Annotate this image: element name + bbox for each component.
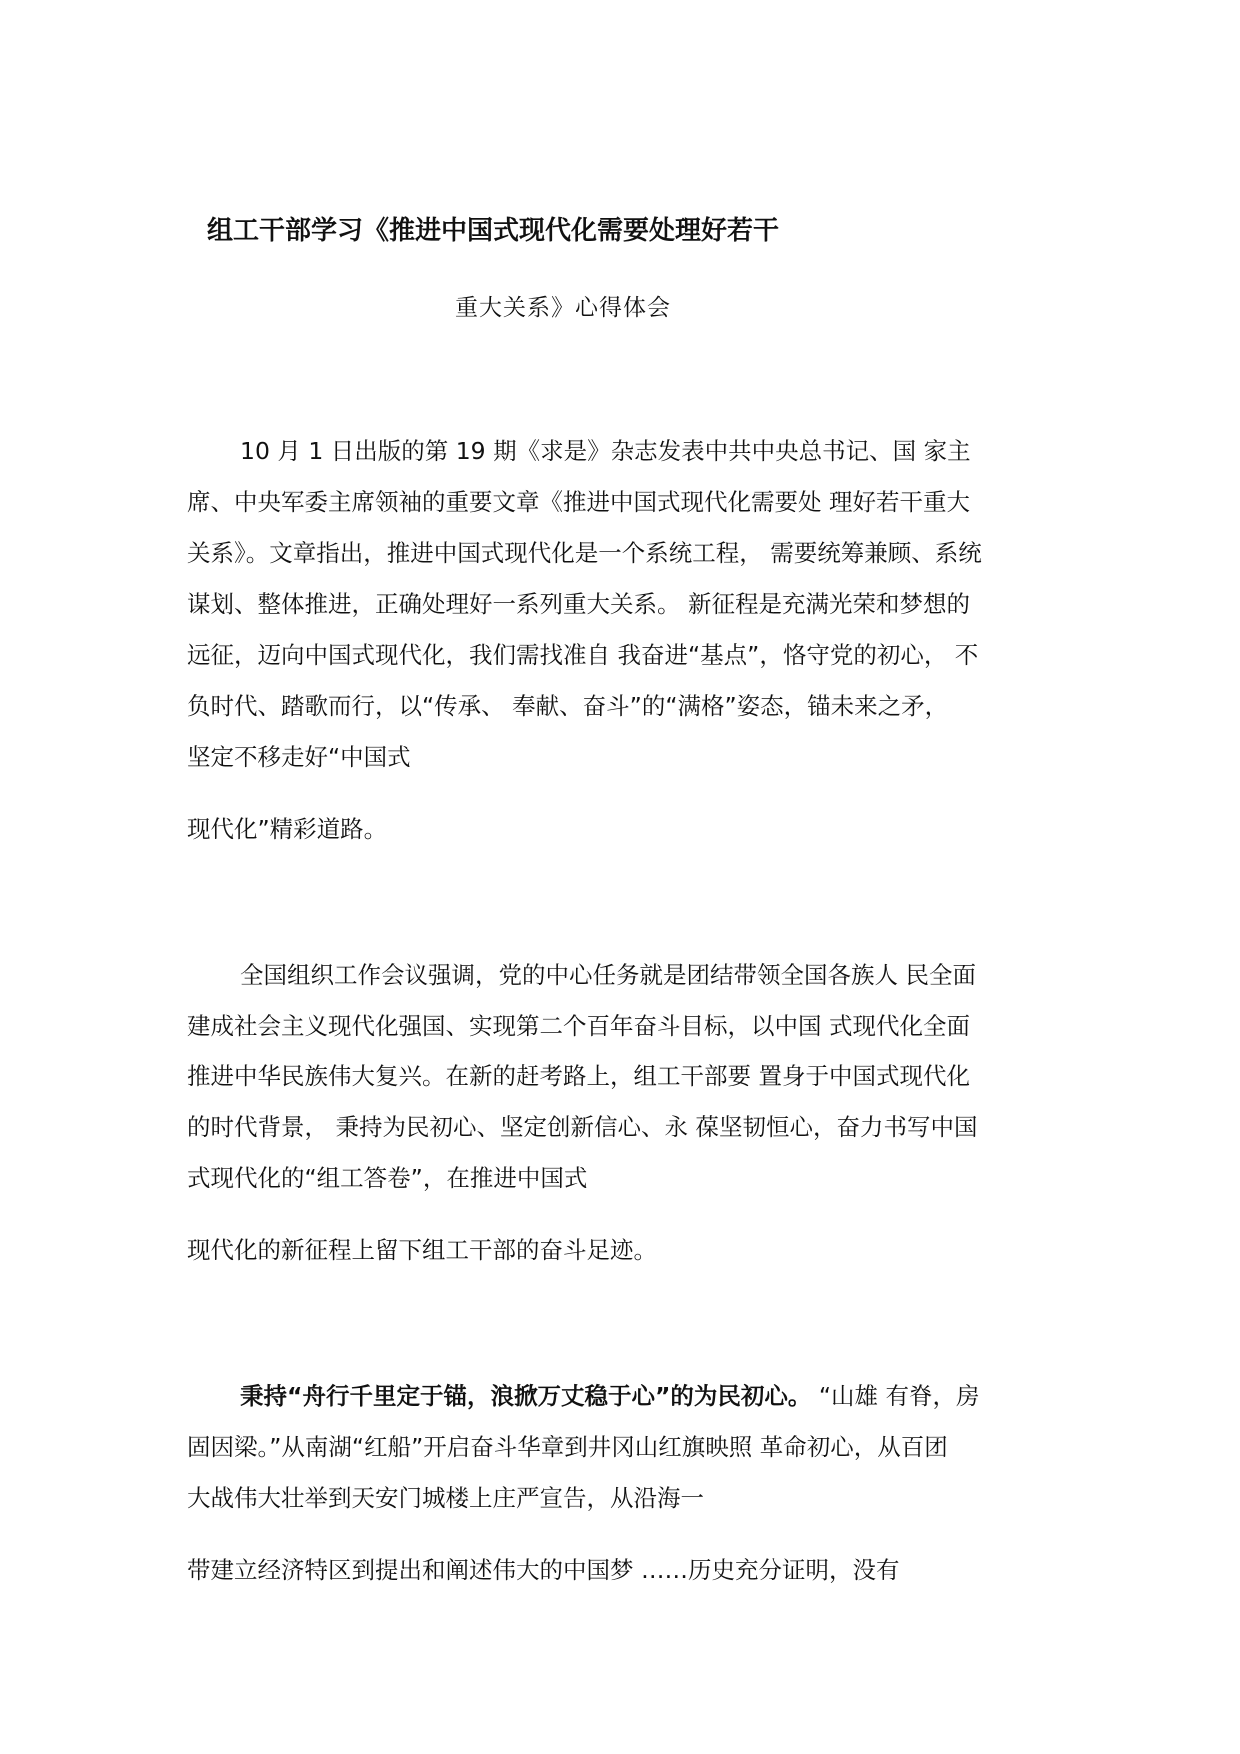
paragraph-2-line: 的时代背景， 秉持为民初心、坚定创新信心、永 葆坚韧恒心，奋力书写中国 — [187, 1113, 978, 1141]
paragraph-3-first-line — [240, 1379, 980, 1413]
paragraph-3-line: 大战伟大壮举到天安门城楼上庄严宣告，从沿海一 — [187, 1484, 704, 1512]
paragraph-3-line: 带建立经济特区到提出和阐述伟大的中国梦 ……历史充分证明，没有 — [187, 1556, 900, 1584]
paragraph-2-line: 现代化的新征程上留下组工干部的奋斗足迹。 — [187, 1236, 657, 1264]
paragraph-1-line: 坚定不移走好“中国式 — [187, 743, 411, 771]
paragraph-2-line: 全国组织工作会议强调，党的中心任务就是团结带领全国各族人 民全面 — [240, 961, 976, 989]
paragraph-3-line: 固因梁。”从南湖“红船”开启奋斗华章到井冈山红旗映照 革命初心，从百团 — [187, 1433, 948, 1461]
paragraph-2-line: 式现代化的“组工答卷”，在推进中国式 — [187, 1164, 588, 1192]
paragraph-3-heading: 秉持“舟行千里定于锚，浪掀万丈稳于心”的为民初心。 — [240, 1382, 812, 1410]
paragraph-2-line: 推进中华民族伟大复兴。在新的赶考路上，组工干部要 置身于中国式现代化 — [187, 1062, 970, 1090]
paragraph-1-line: 10 月 1 日出版的第 19 期《求是》杂志发表中共中央总书记、国 家主 — [240, 437, 971, 465]
paragraph-1-line: 席、中央军委主席领袖的重要文章《推进中国式现代化需要处 理好若干重大 — [187, 488, 970, 516]
document-title-line-1: 组工干部学习《推进中国式现代化需要处理好若干 — [207, 216, 780, 246]
paragraph-2-line: 建成社会主义现代化强国、实现第二个百年奋斗目标，以中国 式现代化全面 — [187, 1012, 970, 1040]
paragraph-1-line: 现代化”精彩道路。 — [187, 815, 388, 843]
paragraph-1-line: 谋划、整体推进，正确处理好一系列重大关系。 新征程是充满光荣和梦想的 — [187, 590, 970, 618]
document-title-line-2: 重大关系》心得体会 — [455, 295, 671, 321]
paragraph-3-heading-tail: “山雄 有脊，房 — [811, 1382, 980, 1410]
paragraph-1-line: 远征，迈向中国式现代化，我们需找准自 我奋进“基点”，恪守党的初心， 不 — [187, 641, 979, 669]
paragraph-1-line: 关系》。文章指出，推进中国式现代化是一个系统工程， 需要统筹兼顾、系统 — [187, 539, 982, 567]
paragraph-1-line: 负时代、踏歌而行，以“传承、 奉献、奋斗”的“满格”姿态，锚未来之矛， — [187, 692, 949, 720]
